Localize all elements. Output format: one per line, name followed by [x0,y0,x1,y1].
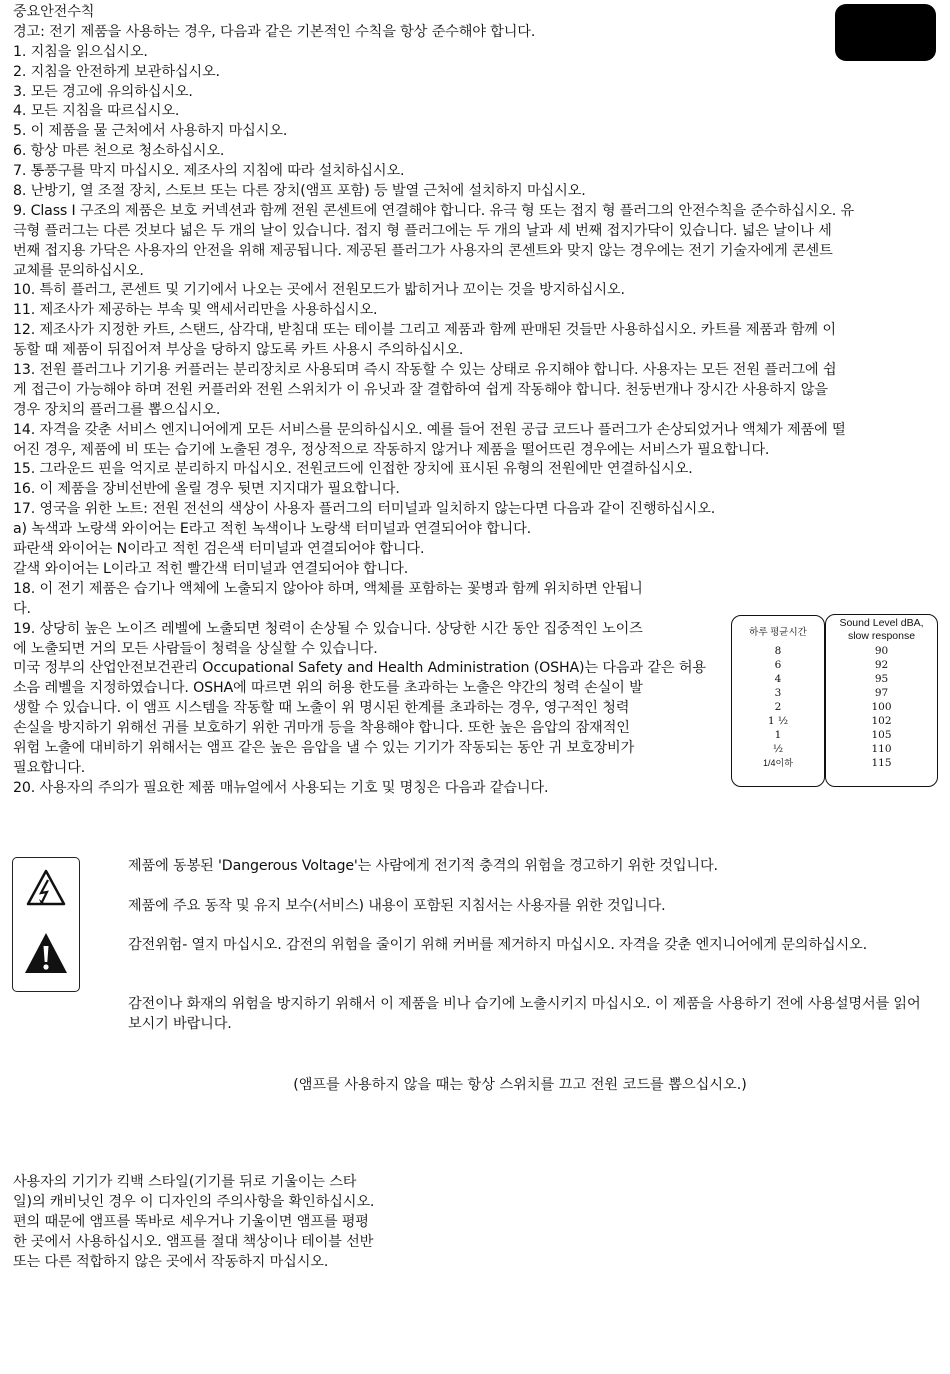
text-line: 14. 자격을 갖춘 서비스 엔지니어에게 모든 서비스를 문의하십시오. 예를 들어 전원 공급 코드나 플러그가 손상되었거나 액체가 제품에 떨 [13,421,846,438]
text-line: 사용자의 기기가 킥백 스타일(기기를 뒤로 기울이는 스타 [13,1174,357,1190]
warning-symbols-box [12,857,80,992]
table-cell: 1 [774,729,782,741]
text-line: 9. Class I 구조의 제품은 보호 커넥션과 함께 전원 콘센트에 연결해야 합니다. 유극 형 또는 접지 형 플러그의 안전수칙을 준수하십시오. 유 [13,202,855,219]
table-cell: 115 [871,757,892,769]
text-line: 10. 특히 플러그, 콘센트 및 기기에서 나오는 곳에서 전원모드가 밟히거나 꼬이는 것을 방지하십시오. [13,282,625,299]
table-cell: 105 [871,729,892,741]
text-line: 에 노출되면 거의 모든 사람들이 청력을 상실할 수 있습니다. [13,640,378,657]
text-line: 1. 지침을 읽으십시오. [13,43,148,60]
text-line: 19. 상당히 높은 노이즈 레벨에 노출되면 청력이 손상될 수 있습니다. 상당한 시간 동안 집중적인 노이즈 [13,620,643,637]
table-cell: 110 [871,743,892,755]
levels-header: Sound Level dBA, slow response [839,617,924,642]
voltage-symbol-text: 제품에 동봉된 'Dangerous Voltage'는 사람에게 전기적 충격의 위험을 경고하기 위한 것입니다. [128,858,718,874]
text-line: 12. 제조사가 지정한 카트, 스탠드, 삼각대, 받침대 또는 테이블 그리고 제품과 함께 판매된 것들만 사용하십시오. 카트를 제품과 함께 이 [13,322,836,339]
text-line: 2. 지침을 안전하게 보관하십시오. [13,63,220,80]
text-line: 한 곳에서 사용하십시오. 앰프를 절대 책상이나 테이블 선반 [13,1233,374,1250]
text-line: a) 녹색과 노랑색 와이어는 E라고 적힌 녹색이나 노랑색 터미널과 연결되어야 합니다. [13,521,532,538]
text-line: 5. 이 제품을 물 근처에서 사용하지 마십시오. [13,123,288,140]
table-cell: 100 [871,701,892,713]
text-line: 3. 모든 경고에 유의하십시오. [13,83,193,100]
table-cell: 3 [774,687,782,699]
text-line: 16. 이 제품을 장비선반에 올릴 경우 뒷면 지지대가 필요합니다. [13,481,400,498]
text-line: 미국 정부의 산업안전보건관리 Occupational Safety and Health Administration (OSHA)는 다음과 같은 허용 [13,660,706,677]
text-line: 필요합니다. [13,759,86,776]
hours-header: 하루 평균시간 [749,627,807,638]
table-cell: 90 [874,645,889,657]
text-line: 4. 모든 지침을 따르십시오. [13,103,180,120]
text-line: 소음 레벨을 지정하였습니다. OSHA에 따르면 위의 허용 한도를 초과하는 노출은 약간의 청력 손실이 발 [13,680,643,697]
text-line: 15. 그라운드 핀을 억지로 분리하지 마십시오. 전원코드에 인접한 장치에 표시된 유형의 전원에만 연결하십시오. [13,461,693,478]
amp-power-note: (앰프를 사용하지 않을 때는 항상 스위치를 끄고 전원 코드를 뽑으십시오.) [293,1077,747,1093]
text-line: 동할 때 제품이 뒤집어져 부상을 당하지 않도록 카트 사용시 주의하십시오. [13,342,464,359]
table-cell: 4 [774,673,782,685]
caution-symbol-text: 제품에 주요 동작 및 유지 보수(서비스) 내용이 포함된 지침서는 사용자를 위한 것입니다. [128,898,666,914]
text-line: 중요안전수칙 [13,4,95,20]
hours-values [732,644,824,770]
text-line: 다. [13,600,31,617]
exclamation-triangle-icon [24,932,68,974]
text-line: 게 접근이 가능해야 하며 전원 커플러와 전원 스위치가 이 유닛과 잘 결합하여 쉽게 작동해야 합니다. 천둥번개나 장시간 사용하지 않을 [13,381,828,398]
text-line: 손실을 방지하기 위해선 귀를 보호하기 위한 귀마개 등을 착용해야 합니다. 또한 높은 음압의 잠재적인 [13,720,630,737]
table-cell: ½ [772,743,784,755]
noise-table-hours-column [731,615,825,787]
text-line: 7. 통풍구를 막지 마십시오. 제조사의 지침에 따라 설치하십시오. [13,163,405,180]
text-line: 또는 다른 적합하지 않은 곳에서 작동하지 마십시오. [13,1253,329,1270]
lightning-triangle-icon [26,869,66,907]
levels-values [826,644,937,770]
table-cell: 1/4이하 [763,758,793,768]
text-line: 번째 접지용 가닥은 사용자의 안전을 위해 제공됩니다. 제공된 플러그가 사용자의 콘센트와 맞지 않는 경우에는 전기 기술자에게 콘센트 [13,242,833,259]
table-cell: 6 [774,659,782,671]
text-line: 경고: 전기 제품을 사용하는 경우, 다음과 같은 기본적인 수칙을 항상 준수해야 합니다. [13,23,536,40]
table-cell: 97 [874,687,889,699]
text-line: 6. 항상 마른 천으로 청소하십시오. [13,143,225,160]
text-line: 극형 플러그는 다른 것보다 넓은 두 개의 날이 있습니다. 접지 형 플러그에는 두 개의 날과 세 번째 접지가닥이 있습니다. 넓은 날이나 세 [13,222,832,239]
table-cell: 2 [774,701,782,713]
table-cell: 102 [871,715,892,727]
noise-table-levels-column [825,614,938,787]
text-line: 17. 영국을 위한 노트: 전원 전선의 색상이 사용자 플러그의 터미널과 일치하지 않는다면 다음과 같이 진행하십시오. [13,501,716,518]
text-line: 18. 이 전기 제품은 습기나 액체에 노출되지 않아야 하며, 액체를 포함하는 꽃병과 함께 위치하면 안됩니 [13,580,643,597]
table-cell: 95 [874,673,889,685]
table-cell: 1 ½ [767,715,789,727]
text-line: 생할 수 있습니다. 이 앰프 시스템을 작동할 때 노출이 위 명시된 한계를 초과하는 경우, 영구적인 청력 [13,700,630,717]
text-line: 어진 경우, 제품에 비 또는 습기에 노출된 경우, 정상적으로 작동하지 않거나 제품을 떨어뜨린 경우에는 서비스가 필요합니다. [13,441,770,458]
table-cell: 92 [874,659,889,671]
table-cell: 8 [774,645,782,657]
text-line: 일)의 캐비닛인 경우 이 디자인의 주의사항을 확인하십시오. [13,1193,375,1210]
text-line: 20. 사용자의 주의가 필요한 제품 매뉴얼에서 사용되는 기호 및 명칭은 다음과 같습니다. [13,779,549,796]
kickback-cabinet-note [13,1173,413,1273]
fire-warning-text: 감전이나 화재의 위험을 방지하기 위해서 이 제품을 비나 습기에 노출시키지 마십시오. 이 제품을 사용하기 전에 사용설명서를 읽어보시기 바랍니다. [128,996,921,1032]
text-line: 교체를 문의하십시오. [13,262,144,279]
shock-warning-text: 감전위험- 열지 마십시오. 감전의 위험을 줄이기 위해 커버를 제거하지 마십시오. 자격을 갖춘 엔지니어에게 문의하십시오. [128,937,867,953]
text-line: 편의 때문에 앰프를 똑바로 세우거나 기울이면 앰프를 평평 [13,1213,369,1230]
text-line: 파란색 와이어는 N이라고 적힌 검은색 터미널과 연결되어야 합니다. [13,541,425,558]
text-line: 8. 난방기, 열 조절 장치, 스토브 또는 다른 장치(앰프 포함) 등 발열 근처에 설치하지 마십시오. [13,183,586,200]
text-line: 13. 전원 플러그나 기기용 커플러는 분리장치로 사용되며 즉시 작동할 수 있는 상태로 유지해야 합니다. 사용자는 모든 전원 플러그에 쉽 [13,362,837,379]
text-line: 위험 노출에 대비하기 위해서는 앰프 같은 높은 음압을 낼 수 있는 기기가 작동되는 동안 귀 보호장비가 [13,739,635,756]
text-line: 갈색 와이어는 L이라고 적힌 빨간색 터미널과 연결되어야 합니다. [13,560,409,577]
text-line: 경우 장치의 플러그를 뽑으십시오. [13,401,221,418]
text-line: 11. 제조사가 제공하는 부속 및 액세서리만을 사용하십시오. [13,302,378,319]
